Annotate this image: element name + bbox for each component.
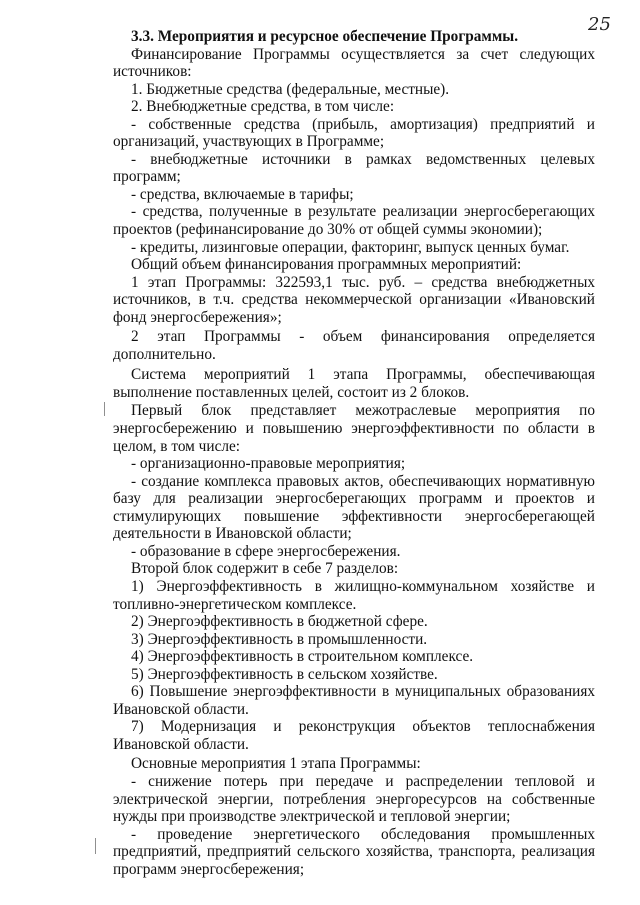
list-item-energy-audit: - проведение энергетического обследования промышленных предприятий, предприятий сельского хозяйства, транспорта, реализация программ энергосбережения;: [113, 825, 595, 878]
paragraph-system-of-measures: Система мероприятий 1 этапа Программы, обеспечивающая выполнение поставленных целей, состоит из 2 блоков.: [113, 366, 595, 401]
section-item-4: 4) Энергоэффективность в строительном комплексе.: [131, 648, 474, 666]
paragraph-main-measures: Основные мероприятия 1 этапа Программы:: [131, 755, 421, 773]
scan-mark: [104, 402, 105, 416]
paragraph-second-block: Второй блок содержит в себе 7 разделов:: [131, 560, 399, 578]
document-body: [113, 28, 595, 878]
paragraph-financing-intro: Финансирование Программы осуществляется за счет следующих источников:: [113, 45, 595, 81]
section-item-6: 6) Повышение энергоэффективности в муниципальных образованиях Ивановской области.: [113, 683, 595, 718]
paragraph-total-financing: Общий объем финансирования программных мероприятий:: [131, 256, 522, 274]
list-item-departmental-programs: - внебюджетные источники в рамках ведомственных целевых программ;: [113, 150, 595, 186]
list-item-credits: - кредиты, лизинговые операции, факторинг, выпуск ценных бумаг.: [131, 238, 570, 256]
paragraph-stage-1: 1 этап Программы: 322593,1 тыс. руб. – средства внебюджетных источников, в т.ч. средства некоммерческой организации «Ивановский фонд энергосбережения»;: [113, 273, 595, 326]
section-item-3: 3) Энергоэффективность в промышленности.: [131, 630, 428, 648]
list-item-education: - образование в сфере энергосбережения.: [131, 542, 401, 560]
list-item-tariff-funds: - средства, включаемые в тарифы;: [131, 185, 354, 203]
scan-mark: [95, 838, 96, 854]
page-number: 25: [588, 14, 611, 35]
list-item-extrabudget-funds: 2. Внебюджетные средства, в том числе:: [131, 98, 395, 116]
list-item-budget-funds: 1. Бюджетные средства (федеральные, местные).: [131, 80, 450, 98]
section-item-5: 5) Энергоэффективность в сельском хозяйстве.: [131, 665, 438, 683]
list-item-org-legal: - организационно-правовые мероприятия;: [131, 455, 406, 473]
section-title: 3.3. Мероприятия и ресурсное обеспечение Программы.: [131, 28, 519, 45]
list-item-savings-funds: - средства, полученные в результате реализации энергосберегающих проектов (рефинансирование до 30% от общей суммы экономии);: [113, 203, 595, 239]
list-item-own-funds: - собственные средства (прибыль, амортизация) предприятий и организаций, участвующих в Программе;: [113, 115, 595, 151]
section-item-7: 7) Модернизация и реконструкция объектов теплоснабжения Ивановской области.: [113, 718, 595, 753]
section-item-2: 2) Энергоэффективность в бюджетной сфере.: [131, 613, 428, 631]
list-item-legal-acts: - создание комплекса правовых актов, обеспечивающих нормативную базу для реализации энергосберегающих программ и проектов и стимулирующих повышение эффективности энергосберегающей деятельности в Ивановской области;: [113, 472, 595, 543]
list-item-loss-reduction: - снижение потерь при передаче и распределении тепловой и электрической энергии, потребления энергоресурсов на собственные нужды при производстве электрической и тепловой энергии;: [113, 772, 595, 826]
section-item-1: 1) Энергоэффективность в жилищно-коммунальном хозяйстве и топливно-энергетическом комплексе.: [113, 577, 595, 613]
paragraph-stage-2: 2 этап Программы - объем финансирования определяется дополнительно.: [113, 328, 595, 363]
paragraph-first-block: Первый блок представляет межотраслевые мероприятия по энергосбережению и повышению энергоэффективности по области в целом, в том числе:: [113, 402, 595, 455]
